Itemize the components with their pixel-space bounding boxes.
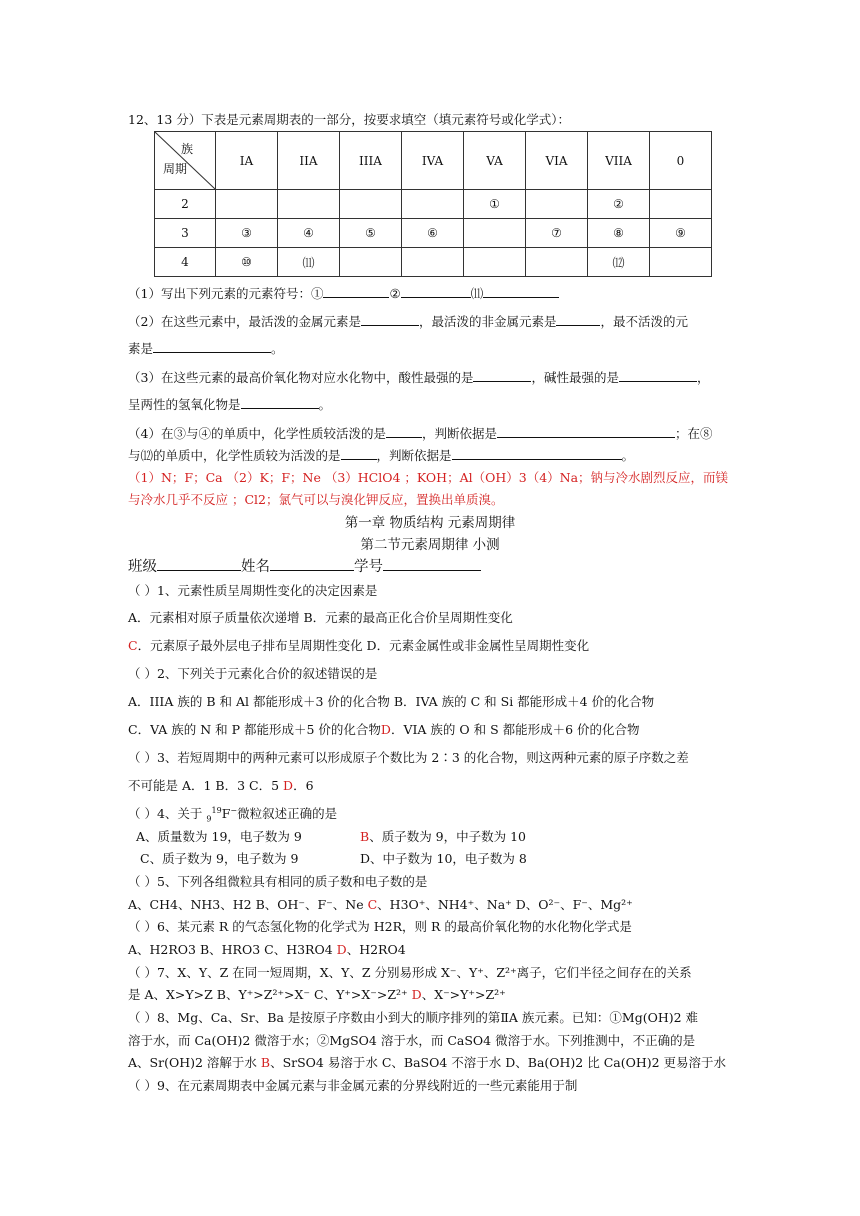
group-header: IVA: [402, 132, 464, 190]
blank: [361, 313, 419, 326]
table-cell: ②: [588, 190, 650, 219]
table-cell: ⑦: [526, 219, 588, 248]
q12-part1: （1）写出下列元素的元素符号：① ② ⑾: [128, 285, 559, 302]
period-label: 4: [155, 248, 216, 277]
blank: [401, 285, 471, 298]
name-blank: [270, 556, 354, 571]
table-cell: [464, 248, 526, 277]
section-title: 第二节元素周期律 小测: [360, 537, 500, 553]
blank: [619, 369, 697, 382]
q8-cont: 溶于水，而 Ca(OH)2 微溶于水；②MgSO4 溶于水，而 CaSO4 微溶于水。下列推测中，不正确的是: [128, 1033, 696, 1048]
question-1: （ ）1、元素性质呈周期性变化的决定因素是: [128, 583, 378, 598]
q12-part4-cont: 与⑿的单质中，化学性质较为活泼的是 ，判断依据是 。: [128, 448, 635, 463]
table-cell: ⑥: [402, 219, 464, 248]
table-cell: ⑩: [216, 248, 278, 277]
q4-option-a: A、质量数为 19，电子数为 9: [136, 829, 302, 844]
table-cell: [340, 190, 402, 219]
group-header: VIA: [526, 132, 588, 190]
table-cell: ⑾: [278, 248, 340, 277]
q6-options: A、H2RO3 B、HRO3 C、H3RO4 D、H2RO4: [128, 942, 406, 957]
blank: [341, 447, 377, 460]
table-cell: ⑧: [588, 219, 650, 248]
question-4: （ ）4、关于 $_9^{19}$F−微粒叙述正确的是: [128, 805, 338, 824]
group-header: VIIA: [588, 132, 650, 190]
q4-option-b: B、质子数为 9，中子数为 10: [360, 829, 526, 844]
q1-options-ab: A．元素相对原子质量依次递增 B．元素的最高正化合价呈周期性变化: [128, 610, 513, 625]
class-blank: [157, 556, 241, 571]
table-cell: [526, 190, 588, 219]
blank: [153, 340, 271, 353]
question-6: （ ）6、某元素 R 的气态氢化物的化学式为 H2R，则 R 的最高价氧化物的水化物化学式是: [128, 919, 632, 934]
q12-part2: （2）在这些元素中，最活泼的金属元素是 ，最活泼的非金属元素是 ，最不活泼的元: [128, 314, 688, 329]
question-9: （ ）9、在元素周期表中金属元素与非金属元素的分界线附近的一些元素能用于制: [128, 1078, 578, 1093]
blank: [473, 369, 531, 382]
q12-answer-line2: 与冷水几乎不反应 ；Cl2；氯气可以与溴化钾反应，置换出单质溴。: [128, 492, 504, 507]
q2-options-ab: A．IIIA 族的 B 和 Al 都能形成＋3 价的化合物 B．IVA 族的 C 和 Si 都能形成＋4 价的化合物: [128, 694, 655, 709]
blank: [483, 285, 559, 298]
group-header: IIIA: [340, 132, 402, 190]
group-header: 0: [650, 132, 712, 190]
q12-part2-cont: 素是 。: [128, 341, 284, 356]
table-cell: [402, 248, 464, 277]
blank: [386, 425, 422, 438]
periodic-table: [154, 131, 712, 277]
student-info-line: 班级 姓名 学号: [128, 556, 481, 577]
table-cell: ⑨: [650, 219, 712, 248]
q12-answer-line1: （1）N；F；Ca （2）K；F；Ne （3）HClO4 ；KOH；Al（OH）3（4）Na；钠与冷水剧烈反应，而镁: [128, 470, 729, 485]
q12-part3: （3）在这些元素的最高价氧化物对应水化物中，酸性最强的是 ，碱性最强的是 ，: [128, 370, 710, 385]
question-3: （ ）3、若短周期中的两种元素可以形成原子个数比为 2∶3 的化合物，则这两种元素的原子序数之差: [128, 750, 689, 765]
q7-options: 是 A、X>Y>Z B、Y⁺>Z²⁺>X⁻ C、Y⁺>X⁻>Z²⁺ D、X⁻>Y⁺>Z²⁺: [128, 987, 506, 1002]
header-group: 族: [180, 142, 193, 156]
q2-options-cd: C．VA 族的 N 和 P 都能形成＋5 价的化合物D．VIA 族的 O 和 S 都能形成＋6 价的化合物: [128, 722, 640, 737]
table-cell: [650, 190, 712, 219]
q8-options: A、Sr(OH)2 溶解于水 B、SrSO4 易溶于水 C、BaSO4 不溶于水 D、Ba(OH)2 比 Ca(OH)2 更易溶于水: [128, 1055, 727, 1070]
table-cell: [278, 190, 340, 219]
q12-part3-cont: 呈两性的氢氧化物是 。: [128, 397, 332, 412]
table-cell: [340, 248, 402, 277]
period-label: 3: [155, 219, 216, 248]
header-period: 周期: [163, 162, 188, 176]
blank: [452, 447, 622, 460]
table-cell: [464, 219, 526, 248]
table-cell: ⑤: [340, 219, 402, 248]
q4-option-c: C、质子数为 9，电子数为 9: [140, 851, 299, 866]
table-cell: ③: [216, 219, 278, 248]
question-7: （ ）7、X、Y、Z 在同一短周期，X、Y、Z 分别易形成 X⁻、Y⁺、Z²⁺离子，它们半径之间存在的关系: [128, 965, 692, 980]
question-5: （ ）5、下列各组微粒具有相同的质子数和电子数的是: [128, 874, 428, 889]
table-cell: ①: [464, 190, 526, 219]
table-cell: [216, 190, 278, 219]
blank: [497, 425, 675, 438]
table-corner-header: [155, 132, 216, 190]
period-label: 2: [155, 190, 216, 219]
table-cell: [526, 248, 588, 277]
table-cell: [650, 248, 712, 277]
table-cell: ⑿: [588, 248, 650, 277]
q5-options: A、CH4、NH3、H2 B、OH⁻、F⁻、Ne C、H3O⁺、NH4⁺、Na⁺ D、O²⁻、F⁻、Mg²⁺: [128, 897, 633, 912]
question-8: （ ）8、Mg、Ca、Sr、Ba 是按原子序数由小到大的顺序排列的第ⅡA 族元素。已知：①Mg(OH)2 难: [128, 1010, 699, 1025]
q1-options-cd: C．元素原子最外层电子排布呈周期性变化 D．元素金属性或非金属性呈周期性变化: [128, 638, 590, 653]
group-header: VA: [464, 132, 526, 190]
q12-part4: （4）在③与④的单质中，化学性质较活泼的是 ，判断依据是 ；在⑧: [128, 426, 713, 441]
blank: [556, 313, 600, 326]
q12-title: 12、13 分）下表是元素周期表的一部分，按要求填空（填元素符号或化学式）：: [128, 112, 571, 127]
blank: [241, 396, 319, 409]
q3-options: 不可能是 A．1 B．3 C．5 D．6: [128, 778, 314, 793]
group-header: IIA: [278, 132, 340, 190]
group-header: IA: [216, 132, 278, 190]
id-blank: [383, 556, 481, 571]
chapter-title: 第一章 物质结构 元素周期律: [344, 515, 516, 531]
blank: [323, 285, 389, 298]
table-cell: ④: [278, 219, 340, 248]
question-2: （ ）2、下列关于元素化合价的叙述错误的是: [128, 666, 378, 681]
q4-option-d: D、中子数为 10，电子数为 8: [360, 851, 527, 866]
table-cell: [402, 190, 464, 219]
